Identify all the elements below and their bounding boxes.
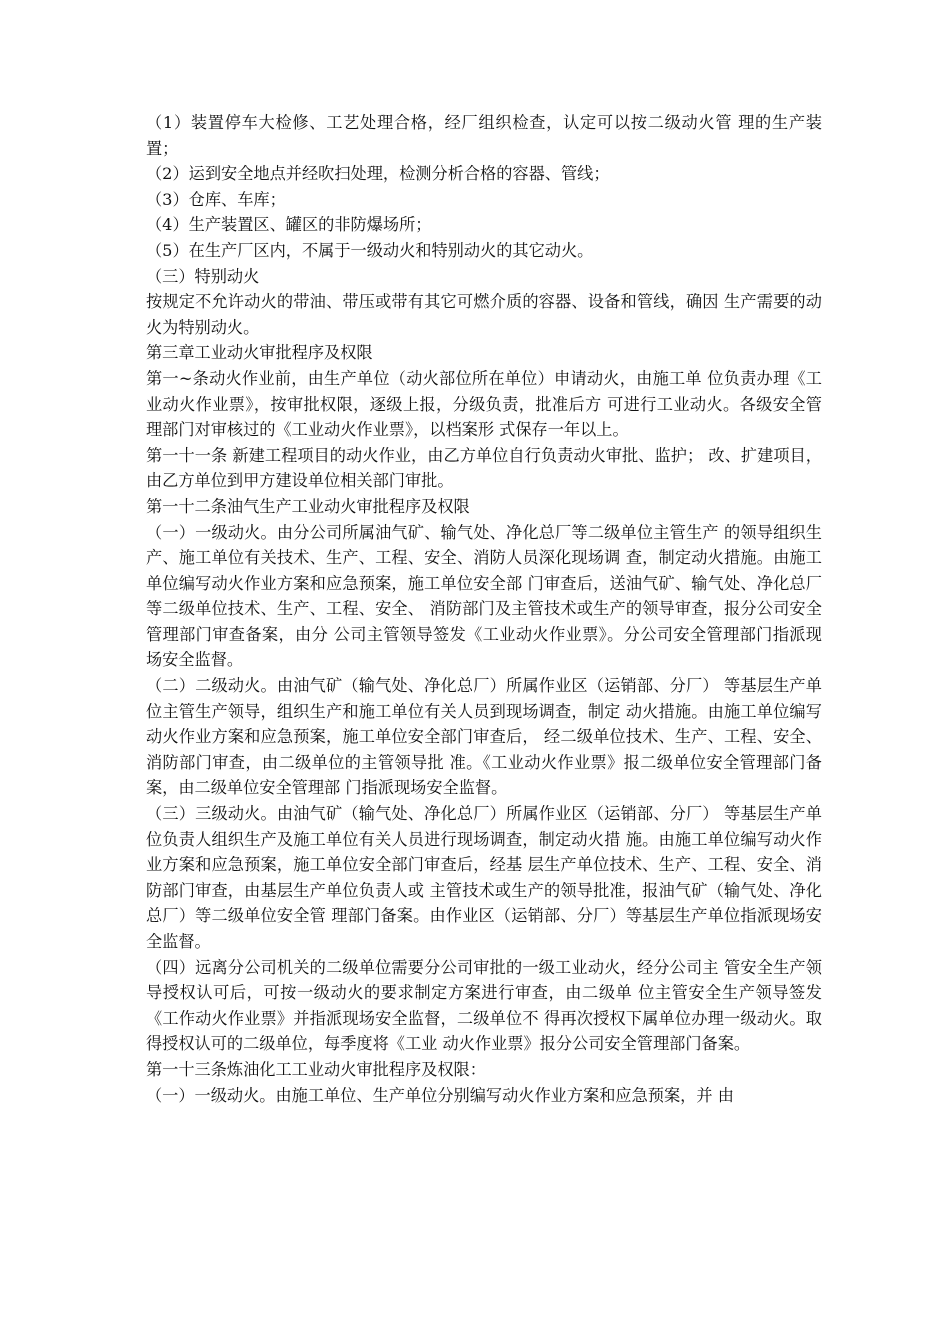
paragraph: （一）一级动火。由施工单位、生产单位分别编写动火作业方案和应急预案，并 由 bbox=[146, 1085, 734, 1105]
section-heading: （三）特别动火 bbox=[146, 266, 260, 286]
article-heading: 第一十二条油气生产工业动火审批程序及权限 bbox=[146, 496, 470, 516]
paragraph: （5）在生产厂区内，不属于一级动火和特别动火的其它动火。 bbox=[146, 240, 594, 260]
paragraph: 按规定不允许动火的带油、带压或带有其它可燃介质的容器、设备和管线，确因 生产需要的动火为特别动火。 bbox=[146, 292, 822, 337]
paragraph: （一）一级动火。由分公司所属油气矿、输气处、净化总厂等二级单位主管生产 的领导组织生产、施工单位有关技术、生产、工程、安全、消防人员深化现场调 查，制定动火措施。由施工单位编写动火作业方案和应急预案，施工单位安全部 门审查后，送油气矿、输气处、净化总厂等二级单位技术、生产、工程、安全、 消防部门及主管技术或生产的领导审查，报分公司安全管理部门审查备案，由分 公司主管领导签发《工业动火作业票》。分公司安全管理部门指派现场安全监督。 bbox=[146, 522, 822, 670]
paragraph: （二）二级动火。由油气矿（输气处、净化总厂）所属作业区（运销部、分厂） 等基层生产单位主管生产领导，组织生产和施工单位有关人员到现场调查，制定 动火措施。由施工单位编写动火作业方案和应急预案，施工单位安全部门审查后， 经二级单位技术、生产、工程、安全、消防部门审查，由二级单位的主管领导批 准。《工业动火作业票》报二级单位安全管理部门备案，由二级单位安全管理部 门指派现场安全监督。 bbox=[146, 676, 822, 798]
paragraph: （3）仓库、车库； bbox=[146, 189, 286, 209]
paragraph: （1）装置停车大检修、工艺处理合格，经厂组织检查，认定可以按二级动火管 理的生产装置； bbox=[146, 113, 822, 158]
article-paragraph: 第一~条动火作业前，由生产单位（动火部位所在单位）申请动火，由施工单 位负责办理《工业动火作业票》，按审批权限，逐级上报，分级负责，批准后方 可进行工业动火。各级安全管理部门对审核过的《工业动火作业票》，以档案形 式保存一年以上。 bbox=[146, 368, 822, 440]
paragraph: （四）远离分公司机关的二级单位需要分公司审批的一级工业动火，经分公司主 管安全生产领导授权认可后，可按一级动火的要求制定方案进行审查，由二级单 位主管安全生产领导签发《工作动火作业票》并指派现场安全监督，二级单位不 得再次授权下属单位办理一级动火。取得授权认可的二级单位，每季度将《工业 动火作业票》报分公司安全管理部门备案。 bbox=[146, 957, 822, 1054]
article-heading: 第一十三条炼油化工工业动火审批程序及权限： bbox=[146, 1059, 486, 1079]
paragraph: （4）生产装置区、罐区的非防爆场所； bbox=[146, 215, 432, 235]
paragraph: （三）三级动火。由油气矿（输气处、净化总厂）所属作业区（运销部、分厂） 等基层生产单位负责人组织生产及施工单位有关人员进行现场调查，制定动火措 施。由施工单位编写动火作业方案和应急预案，施工单位安全部门审查后，经基 层生产单位技术、生产、工程、安全、消防部门审查，由基层生产单位负责人或 主管技术或生产的领导批准，报油气矿（输气处、净化总厂）等二级单位安全管 理部门备案。由作业区（运销部、分厂）等基层生产单位指派现场安全监督。 bbox=[146, 804, 822, 951]
paragraph: （2）运到安全地点并经吹扫处理，检测分析合格的容器、管线； bbox=[146, 164, 610, 184]
article-paragraph: 第一十一条 新建工程项目的动火作业，由乙方单位自行负责动火审批、监护； 改、扩建项目，由乙方单位到甲方建设单位相关部门审批。 bbox=[146, 445, 822, 491]
chapter-heading: 第三章工业动火审批程序及权限 bbox=[146, 343, 373, 363]
document-body bbox=[146, 110, 822, 1108]
